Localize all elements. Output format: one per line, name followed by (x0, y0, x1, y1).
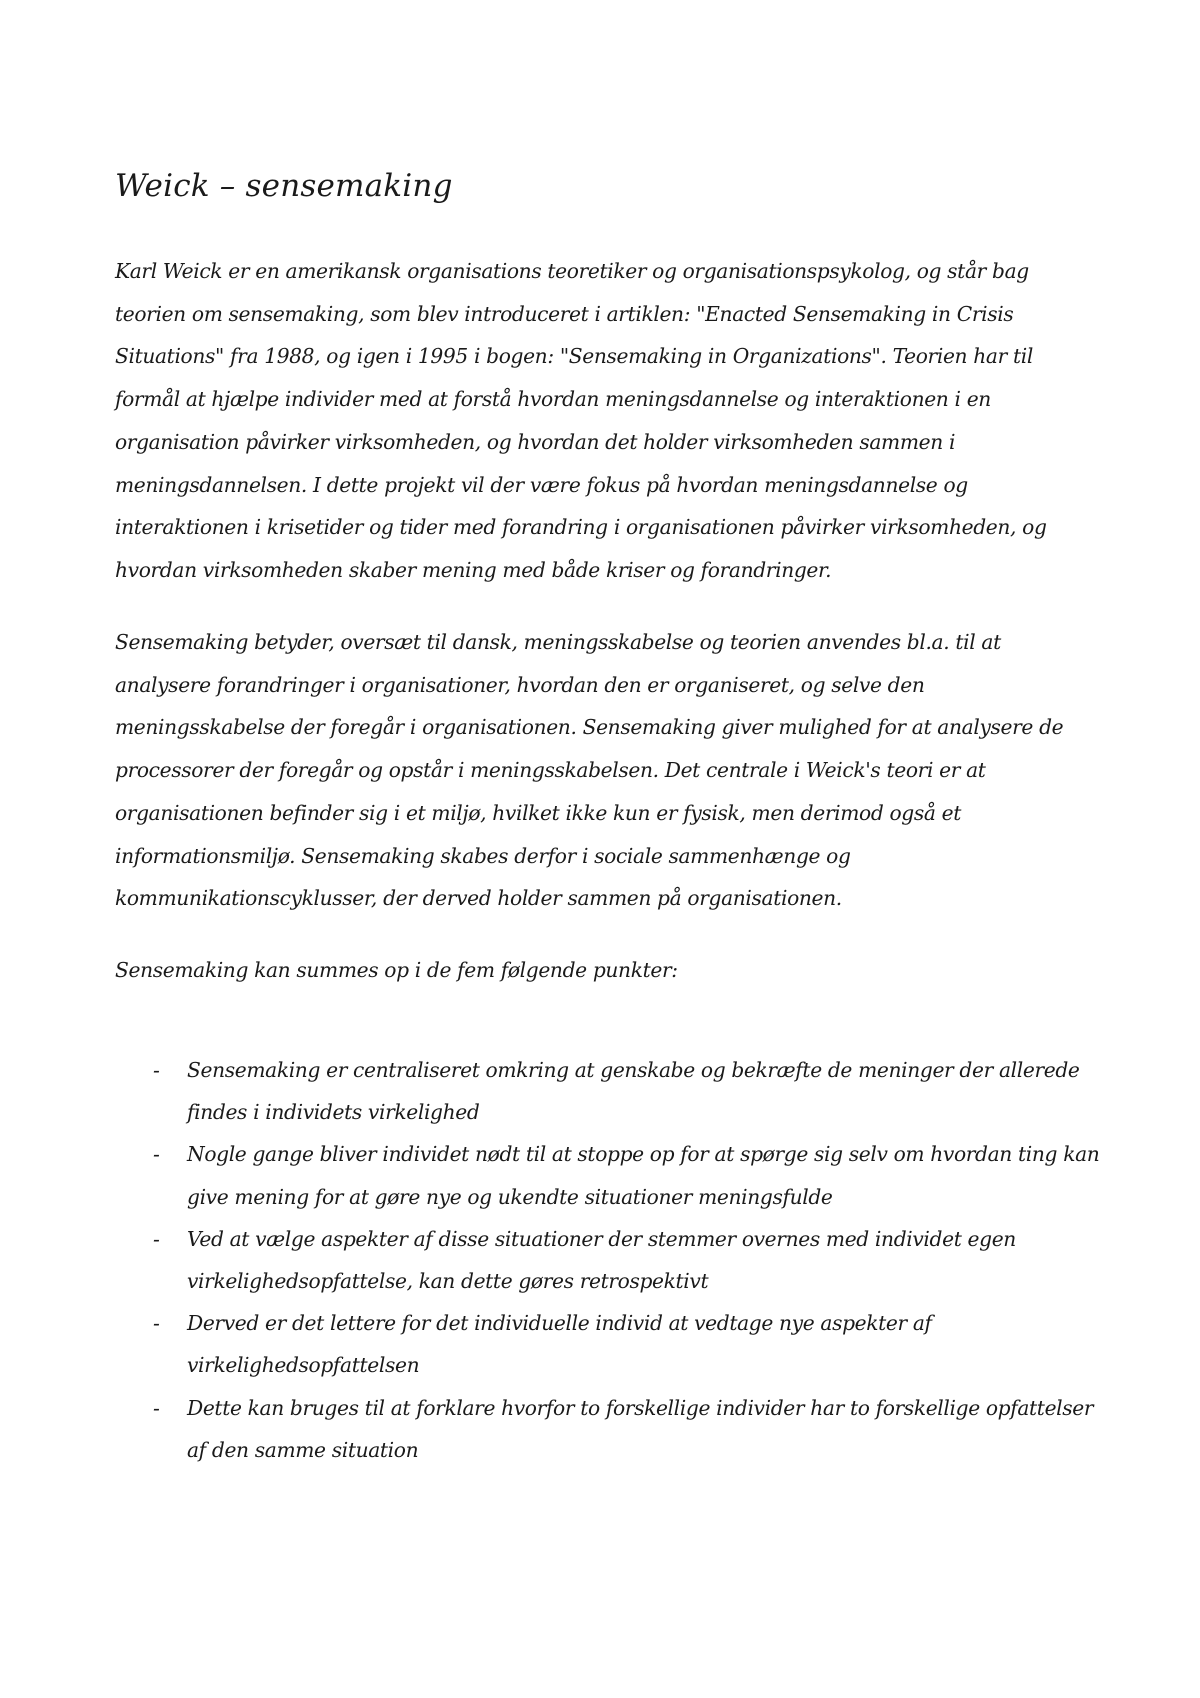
document-title: Weick – sensemaking (115, 168, 453, 204)
paragraph-list-intro: Sensemaking kan summes op i de fem følgende punkter: (115, 958, 678, 982)
paragraph-definition: Sensemaking betyder, oversæt til dansk, meningsskabelse og teorien anvendes bl.a. til at analysere forandringer i organisationer, hvordan den er organiseret, og selve den meningsskabelse der foregår i organisationen. Sensemaking giver mulighed for at analysere de processorer der foregår og opstår i meningsskabelsen. Det centrale i Weick's teori er at organisationen befinder sig i et miljø, hvilket ikke kun er fysisk, men derimod også et informationsmiljø. Sensemaking skabes derfor i sociale sammenhænge og kommunikationscyklusser, der derved holder sammen på organisationen. (115, 630, 1064, 911)
list-item (115, 1049, 1105, 1133)
paragraph-intro: Karl Weick er en amerikansk organisations teoretiker og organisationspsykolog, og står bag teorien om sensemaking, som blev introduceret i artiklen: "Enacted Sensemaking in Crisis Situations" fra 1988, og igen i 1995 i bogen: "Sensemaking in Organizations". Teorien har til formål at hjælpe individer med at forstå hvordan meningsdannelse og interaktionen i en organisation påvirker virksomheden, og hvordan det holder virksomheden sammen i meningsdannelsen. I dette projekt vil der være fokus på hvordan meningsdannelse og interaktionen i krisetider og tider med forandring i organisationen påvirker virksomheden, og hvordan virksomheden skaber mening med både kriser og forandringer. (115, 259, 1047, 582)
list-item (115, 1302, 1105, 1386)
bullet-dash: - (153, 1311, 160, 1336)
list-item-text: Derved er det lettere for det individuelle individ at vedtage nye aspekter af virkelighedsopfattelsen (187, 1311, 932, 1378)
bullet-dash: - (153, 1058, 160, 1082)
list-item (115, 1218, 1105, 1302)
bullet-list (115, 1049, 1105, 1471)
bullet-dash: - (153, 1226, 160, 1251)
list-item-text: Nogle gange bliver individet nødt til at stoppe op for at spørge sig selv om hvordan ting kan give mening for at gøre nye og ukendte situationer meningsfulde (187, 1142, 1100, 1209)
list-item (115, 1133, 1105, 1217)
list-item-text: Sensemaking er centraliseret omkring at genskabe og bekræfte de meninger der allerede findes i individets virkelighed (187, 1058, 1080, 1125)
bullet-dash: - (153, 1395, 160, 1420)
bullet-dash: - (153, 1142, 160, 1167)
list-item (115, 1387, 1105, 1471)
list-item-text: Ved at vælge aspekter af disse situationer der stemmer overnes med individet egen virkelighedsopfattelse, kan dette gøres retrospektivt (187, 1226, 1016, 1294)
list-item-text: Dette kan bruges til at forklare hvorfor to forskellige individer har to forskellige opfattelser af den samme situation (187, 1395, 1094, 1462)
